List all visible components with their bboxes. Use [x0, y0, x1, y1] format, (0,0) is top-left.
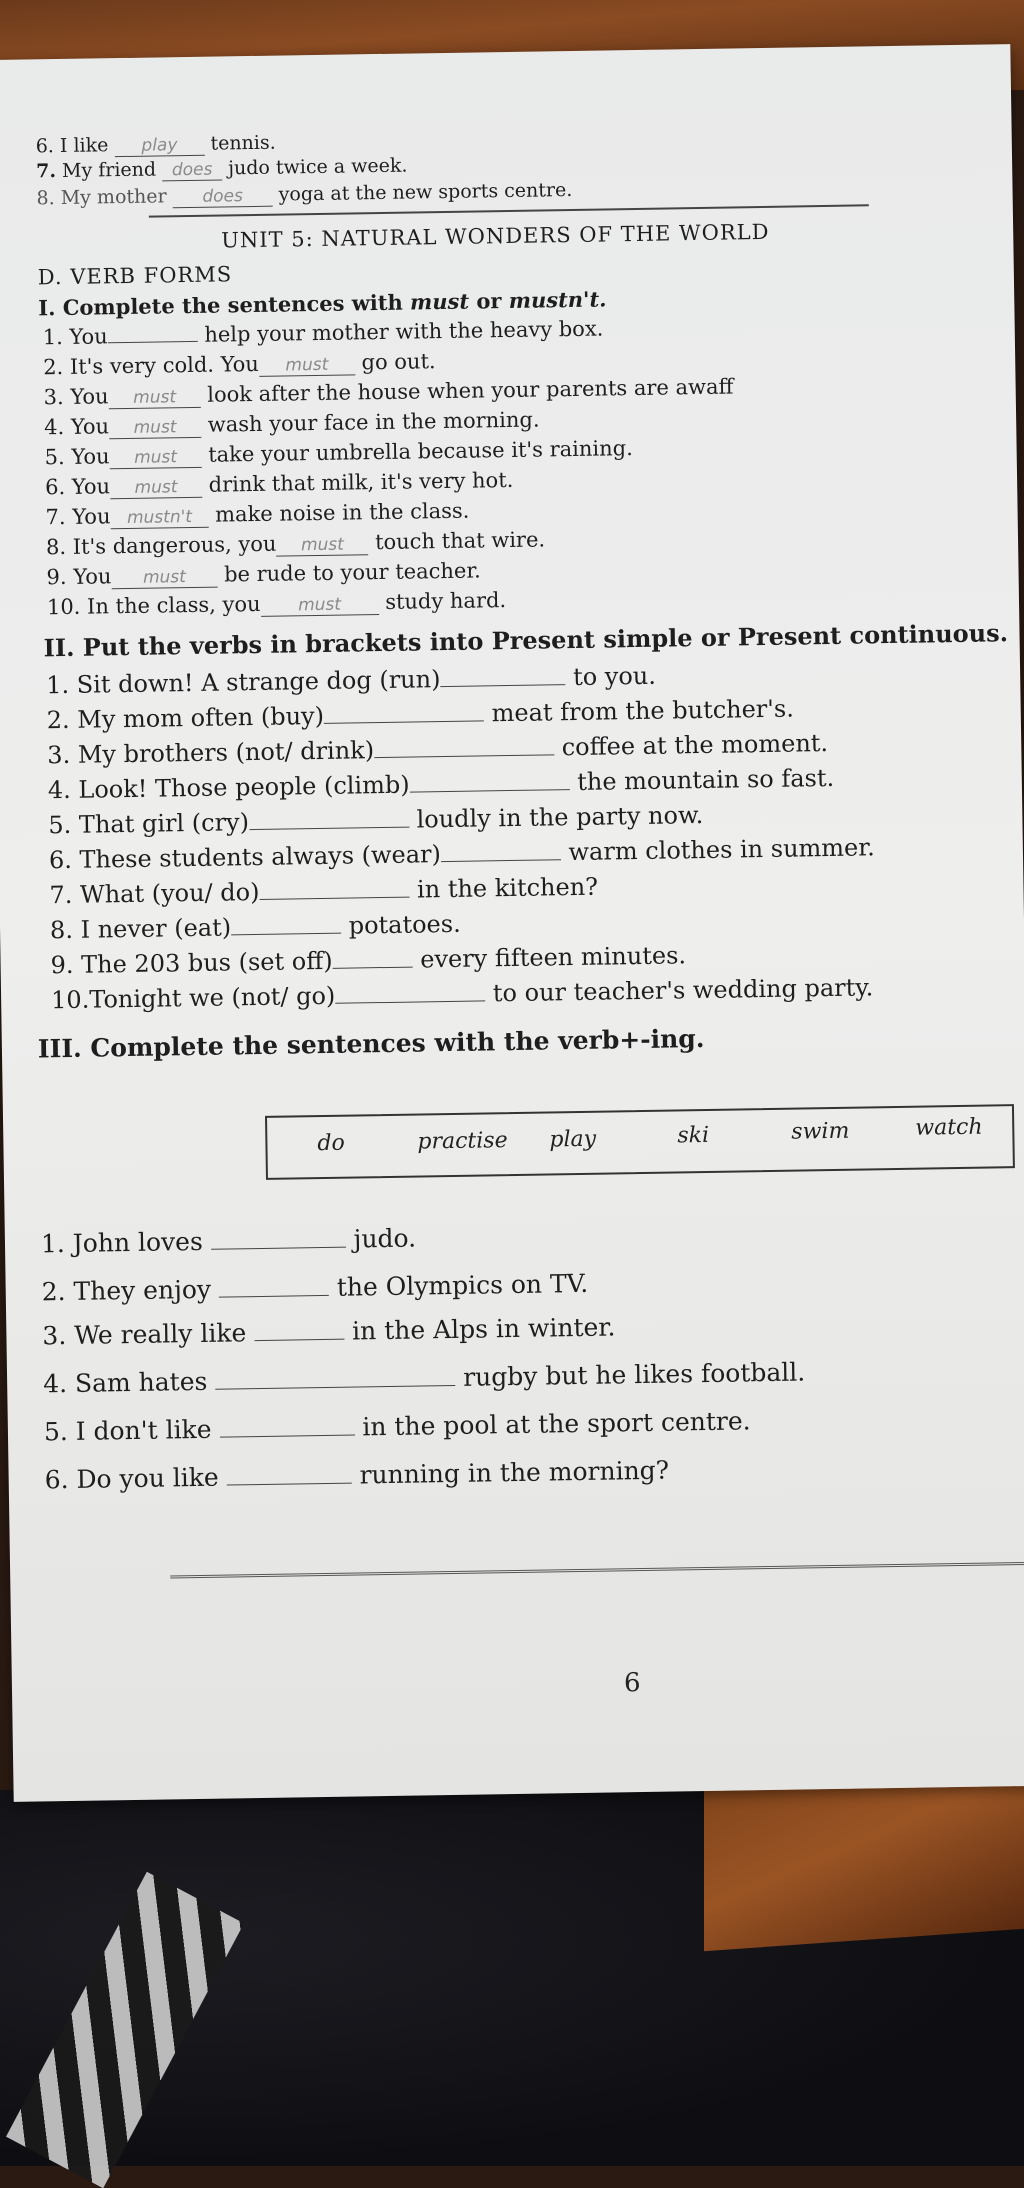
part3-item-1: 1. John loves judo.: [40, 1223, 417, 1259]
answer-blank[interactable]: [410, 789, 570, 793]
answer-blank[interactable]: [215, 1385, 455, 1390]
verb-ski: ski: [677, 1122, 710, 1149]
part2-item-9: 9. The 203 bus (set off) every fifteen minutes.: [50, 941, 687, 980]
answer-blank[interactable]: [441, 684, 566, 687]
verb-play: play: [549, 1126, 597, 1153]
answer-blank[interactable]: [211, 1247, 346, 1250]
part3-item-5: 5. I don't like in the pool at the sport centre.: [43, 1406, 751, 1447]
part1-item-9: 9. You must be rude to your teacher.: [46, 558, 481, 590]
page-number: 6: [623, 1668, 641, 1699]
part2-item-1: 1. Sit down! A strange dog (run) to you.: [45, 661, 657, 700]
part3-heading: III. Complete the sentences with the verb+-ing.: [37, 1023, 705, 1064]
verb-do: do: [317, 1130, 345, 1157]
top-line-7: 7. My friend does judo twice a week.: [35, 154, 408, 183]
answer-blank[interactable]: [249, 827, 409, 831]
answer-blank[interactable]: [324, 720, 484, 724]
bottom-divider: [170, 1562, 1024, 1579]
verb-practise: practise: [417, 1128, 508, 1155]
part1-item-5: 5. You must take your umbrella because it's raining.: [44, 436, 633, 470]
part3-item-6: 6. Do you like running in the morning?: [44, 1455, 670, 1495]
answer-blank[interactable]: [220, 1435, 355, 1438]
part2-item-4: 4. Look! Those people (climb) the mountain so fast.: [47, 763, 835, 805]
top-line-8: 8. My mother does yoga at the new sports centre.: [36, 178, 573, 210]
part2-item-3: 3. My brothers (not/ drink) coffee at the moment.: [47, 729, 829, 770]
part1-item-8: 8. It's dangerous, you must touch that wire.: [45, 527, 546, 560]
part2-item-2: 2. My mom often (buy) meat from the butcher's.: [46, 694, 795, 735]
answer-blank[interactable]: [441, 859, 561, 862]
worksheet-page: [0, 44, 1024, 1802]
answer-blank[interactable]: [374, 754, 554, 758]
part2-item-8: 8. I never (eat) potatoes.: [49, 909, 461, 945]
answer-blank[interactable]: [231, 933, 341, 936]
answer-blank[interactable]: must: [260, 594, 378, 617]
part2-item-6: 6. These students always (wear) warm clothes in summer.: [48, 833, 875, 875]
part2-heading: II. Put the verbs in brackets into Present simple or Present continuous.: [43, 618, 1009, 663]
part3-item-3: 3. We really like in the Alps in winter.: [42, 1312, 616, 1351]
answer-blank[interactable]: [335, 1000, 485, 1003]
part2-item-5: 5. That girl (cry) loudly in the party now.: [48, 800, 704, 840]
answer-blank[interactable]: must: [111, 567, 217, 590]
part1-item-10: 10. In the class, you must study hard.: [46, 588, 507, 620]
verb-swim: swim: [791, 1118, 850, 1145]
answer-blank[interactable]: must: [109, 417, 201, 439]
answer-blank[interactable]: mustn't: [110, 507, 208, 530]
answer-blank[interactable]: must: [108, 387, 200, 409]
answer-blank[interactable]: must: [110, 477, 202, 499]
part1-item-2: 2. It's very cold. You must go out.: [43, 349, 436, 380]
part1-item-3: 3. You must look after the house when your parents are awaff: [43, 374, 734, 410]
part1-heading: I. Complete the sentences with must or mustn't.: [38, 286, 607, 321]
part2-item-10: 10.Tonight we (not/ go) to our teacher's wedding party.: [50, 973, 874, 1015]
answer-blank[interactable]: must: [259, 354, 355, 377]
part3-item-4: 4. Sam hates rugby but he likes football.: [42, 1357, 806, 1399]
top-line-6: 6. I like play tennis.: [35, 131, 276, 158]
section-title: D. VERB FORMS: [37, 262, 233, 290]
part3-item-2: 2. They enjoy the Olympics on TV.: [41, 1268, 589, 1307]
part1-item-6: 6. You must drink that milk, it's very hot.: [44, 467, 514, 500]
part1-item-4: 4. You must wash your face in the morning.: [43, 407, 540, 440]
answer-blank[interactable]: must: [109, 447, 201, 469]
part1-item-1: 1. You help your mother with the heavy box.: [42, 316, 604, 350]
answer-blank[interactable]: [260, 897, 410, 900]
answer-blank[interactable]: [108, 341, 198, 343]
verb-bank-box: [265, 1104, 1015, 1180]
answer-blank[interactable]: [254, 1339, 344, 1341]
answer-blank[interactable]: must: [276, 534, 368, 556]
part2-item-7: 7. What (you/ do) in the kitchen?: [49, 872, 599, 910]
answer-blank[interactable]: [219, 1295, 329, 1298]
answer-blank[interactable]: [227, 1483, 352, 1486]
part1-item-7: 7. You mustn't make noise in the class.: [45, 498, 470, 530]
answer-blank[interactable]: [333, 967, 413, 969]
unit-title: UNIT 5: NATURAL WONDERS OF THE WORLD: [221, 219, 770, 253]
verb-watch: watch: [915, 1114, 983, 1141]
